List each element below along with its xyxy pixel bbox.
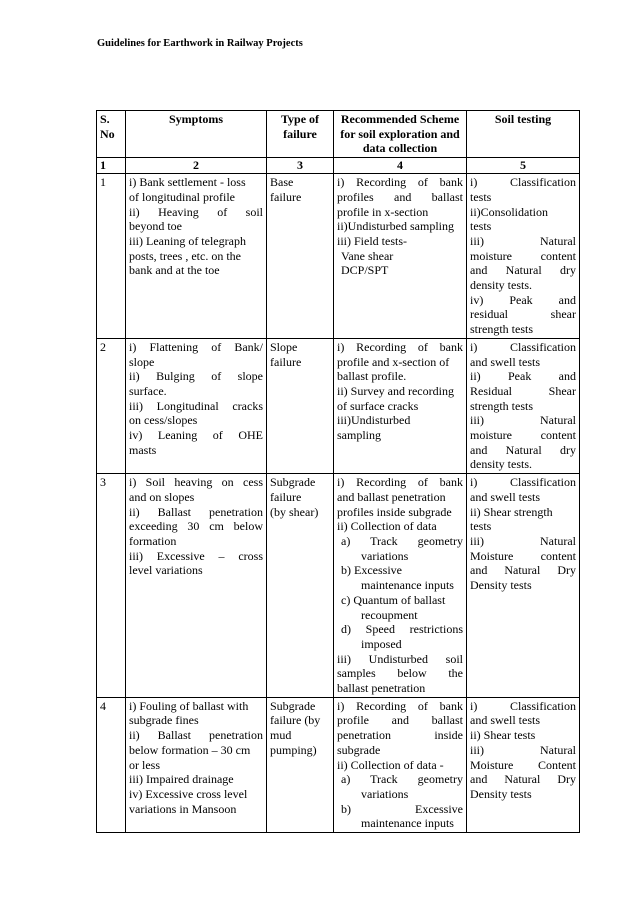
- scheme-line: b) Excessive: [341, 563, 402, 578]
- type-line: failure: [270, 354, 302, 369]
- scheme-line: ii) Collection of data -: [337, 757, 444, 772]
- symptom-line: of longitudinal profile: [129, 189, 235, 204]
- symptom-line: ii) Heaving of soil: [129, 204, 263, 219]
- testing-line: moisture content: [470, 248, 576, 263]
- scheme-line: c) Quantum of ballast: [341, 592, 446, 607]
- column-header-sno: S. No: [97, 111, 126, 158]
- symptom-line: posts, trees , etc. on the: [129, 248, 241, 263]
- row-sno: 3: [97, 474, 126, 698]
- symptom-line: iv) Leaning of OHE: [129, 428, 263, 443]
- scheme-line: of surface cracks: [337, 398, 419, 413]
- scheme-line: iii) Undisturbed soil: [337, 651, 463, 666]
- testing-line: Moisture content: [470, 548, 576, 563]
- testing-line: Density tests: [470, 578, 532, 593]
- scheme-line: b) Excessive: [341, 801, 463, 816]
- row-symptoms: [126, 474, 267, 698]
- scheme-line: ii) Survey and recording: [337, 383, 454, 398]
- symptom-line: i) Flattening of Bank/: [129, 339, 263, 354]
- column-header-scheme: Recommended Scheme for soil exploration and data collection: [334, 111, 467, 158]
- testing-line: and Natural dry: [470, 442, 576, 457]
- scheme-line: maintenance inputs: [361, 816, 454, 831]
- testing-line: ii) Shear tests: [470, 728, 536, 743]
- scheme-line: i) Recording of bank: [337, 698, 463, 713]
- symptom-line: slope: [129, 354, 155, 369]
- page-header-title: Guidelines for Earthwork in Railway Projects: [97, 38, 303, 49]
- testing-line: density tests.: [470, 278, 532, 293]
- scheme-line: samples below the: [337, 666, 463, 681]
- row-type: [267, 474, 334, 698]
- type-line: failure: [270, 189, 302, 204]
- symptom-line: beyond toe: [129, 219, 182, 234]
- type-line: Subgrade: [270, 475, 316, 490]
- table-row: [97, 174, 580, 339]
- testing-line: and Natural dry: [470, 263, 576, 278]
- symptoms-table: [96, 110, 580, 833]
- type-line: failure: [270, 489, 302, 504]
- symptom-line: i) Fouling of ballast with: [129, 698, 249, 713]
- symptom-line: iii) Excessive – cross: [129, 548, 263, 563]
- scheme-line: ii) Collection of data: [337, 519, 437, 534]
- row-testing: [467, 338, 580, 473]
- type-line: failure (by: [270, 713, 321, 728]
- symptom-line: subgrade fines: [129, 713, 199, 728]
- testing-line: and swell tests: [470, 713, 540, 728]
- row-scheme: [334, 338, 467, 473]
- scheme-line: maintenance inputs: [361, 578, 454, 593]
- scheme-line: i) Recording of bank: [337, 175, 463, 190]
- row-sno: 4: [97, 697, 126, 832]
- row-type: [267, 338, 334, 473]
- testing-line: strength tests: [470, 398, 533, 413]
- row-sno: 2: [97, 338, 126, 473]
- testing-line: iii) Natural: [470, 533, 576, 548]
- testing-line: i) Classification: [470, 475, 576, 490]
- scheme-line: d) Speed restrictions: [341, 622, 463, 637]
- table-row: [97, 338, 580, 473]
- scheme-line: Vane shear: [341, 248, 394, 263]
- scheme-line: profiles inside subgrade: [337, 504, 452, 519]
- symptom-line: on cess/slopes: [129, 413, 198, 428]
- symptom-line: and on slopes: [129, 489, 195, 504]
- symptom-line: variations in Mansoon: [129, 801, 237, 816]
- column-number: 2: [126, 158, 267, 174]
- scheme-line: ballast profile.: [337, 369, 407, 384]
- scheme-line: profiles and ballast: [337, 189, 463, 204]
- row-symptoms: [126, 338, 267, 473]
- testing-line: and Natural Dry: [470, 772, 576, 787]
- symptom-line: level variations: [129, 563, 203, 578]
- symptom-line: masts: [129, 442, 157, 457]
- testing-line: iii) Natural: [470, 233, 576, 248]
- testing-line: density tests.: [470, 457, 532, 472]
- row-symptoms: [126, 174, 267, 339]
- row-sno: 1: [97, 174, 126, 339]
- scheme-line: recoupment: [361, 607, 418, 622]
- symptom-line: iii) Longitudinal cracks: [129, 398, 263, 413]
- row-testing: [467, 474, 580, 698]
- table-row: [97, 697, 580, 832]
- symptom-line: ii) Ballast penetration: [129, 504, 263, 519]
- scheme-line: profile and x-section of: [337, 354, 450, 369]
- column-header-type: Type of failure: [267, 111, 334, 158]
- testing-line: tests: [470, 219, 492, 234]
- scheme-line: i) Recording of bank: [337, 475, 463, 490]
- testing-line: ii)Consolidation: [470, 204, 548, 219]
- scheme-line: profile and ballast: [337, 713, 463, 728]
- symptom-line: iii) Leaning of telegraph: [129, 233, 246, 248]
- scheme-line: ii)Undisturbed sampling: [337, 219, 454, 234]
- scheme-line: and ballast penetration: [337, 489, 446, 504]
- scheme-line: ballast penetration: [337, 681, 426, 696]
- testing-line: moisture content: [470, 428, 576, 443]
- scheme-line: a) Track geometry: [341, 772, 463, 787]
- testing-line: i) Classification: [470, 339, 576, 354]
- testing-line: residual shear: [470, 307, 576, 322]
- scheme-line: i) Recording of bank: [337, 339, 463, 354]
- row-scheme: [334, 474, 467, 698]
- column-number: 3: [267, 158, 334, 174]
- column-header-symptoms: Symptoms: [126, 111, 267, 158]
- symptom-line: iii) Impaired drainage: [129, 772, 234, 787]
- testing-line: strength tests: [470, 322, 533, 337]
- type-line: Base: [270, 175, 294, 190]
- type-line: mud: [270, 728, 292, 743]
- symptom-line: below formation – 30 cm: [129, 742, 251, 757]
- type-line: Subgrade: [270, 698, 316, 713]
- column-number: 1: [97, 158, 126, 174]
- symptom-line: exceeding 30 cm below: [129, 519, 263, 534]
- row-type: [267, 697, 334, 832]
- type-line: pumping): [270, 742, 317, 757]
- scheme-line: penetration inside: [337, 728, 463, 743]
- testing-line: and swell tests: [470, 489, 540, 504]
- row-scheme: [334, 697, 467, 832]
- scheme-line: DCP/SPT: [341, 263, 389, 278]
- testing-line: iii) Natural: [470, 742, 576, 757]
- type-line: Slope: [270, 339, 298, 354]
- row-testing: [467, 697, 580, 832]
- row-type: [267, 174, 334, 339]
- symptom-line: iv) Excessive cross level: [129, 786, 248, 801]
- scheme-line: subgrade: [337, 742, 381, 757]
- table-header-row: [97, 111, 580, 158]
- testing-line: Moisture Content: [470, 757, 576, 772]
- testing-line: iii) Natural: [470, 413, 576, 428]
- testing-line: Density tests: [470, 786, 532, 801]
- symptom-line: or less: [129, 757, 160, 772]
- scheme-line: variations: [361, 548, 409, 563]
- row-symptoms: [126, 697, 267, 832]
- testing-line: iv) Peak and: [470, 292, 576, 307]
- row-scheme: [334, 174, 467, 339]
- scheme-line: a) Track geometry: [341, 533, 463, 548]
- scheme-line: iii) Field tests-: [337, 233, 407, 248]
- column-number: 5: [467, 158, 580, 174]
- testing-line: i) Classification: [470, 698, 576, 713]
- row-testing: [467, 174, 580, 339]
- column-number: 4: [334, 158, 467, 174]
- testing-line: tests: [470, 189, 492, 204]
- symptom-line: surface.: [129, 383, 167, 398]
- testing-line: and Natural Dry: [470, 563, 576, 578]
- scheme-line: profile in x-section: [337, 204, 429, 219]
- symptom-line: i) Soil heaving on cess: [129, 475, 263, 490]
- testing-line: i) Classification: [470, 175, 576, 190]
- testing-line: tests: [470, 519, 492, 534]
- column-number-row: [97, 158, 580, 174]
- testing-line: and swell tests: [470, 354, 540, 369]
- symptom-line: i) Bank settlement - loss: [129, 175, 246, 190]
- scheme-line: variations: [361, 786, 409, 801]
- testing-line: Residual Shear: [470, 383, 576, 398]
- scheme-line: sampling: [337, 428, 381, 443]
- symptom-line: bank and at the toe: [129, 263, 220, 278]
- testing-line: ii) Shear strength: [470, 504, 553, 519]
- scheme-line: imposed: [361, 636, 402, 651]
- testing-line: ii) Peak and: [470, 369, 576, 384]
- symptom-line: ii) Bulging of slope: [129, 369, 263, 384]
- symptom-line: formation: [129, 533, 177, 548]
- column-header-testing: Soil testing: [467, 111, 580, 158]
- table-row: [97, 474, 580, 698]
- type-line: (by shear): [270, 504, 319, 519]
- symptom-line: ii) Ballast penetration: [129, 728, 263, 743]
- scheme-line: iii)Undisturbed: [337, 413, 411, 428]
